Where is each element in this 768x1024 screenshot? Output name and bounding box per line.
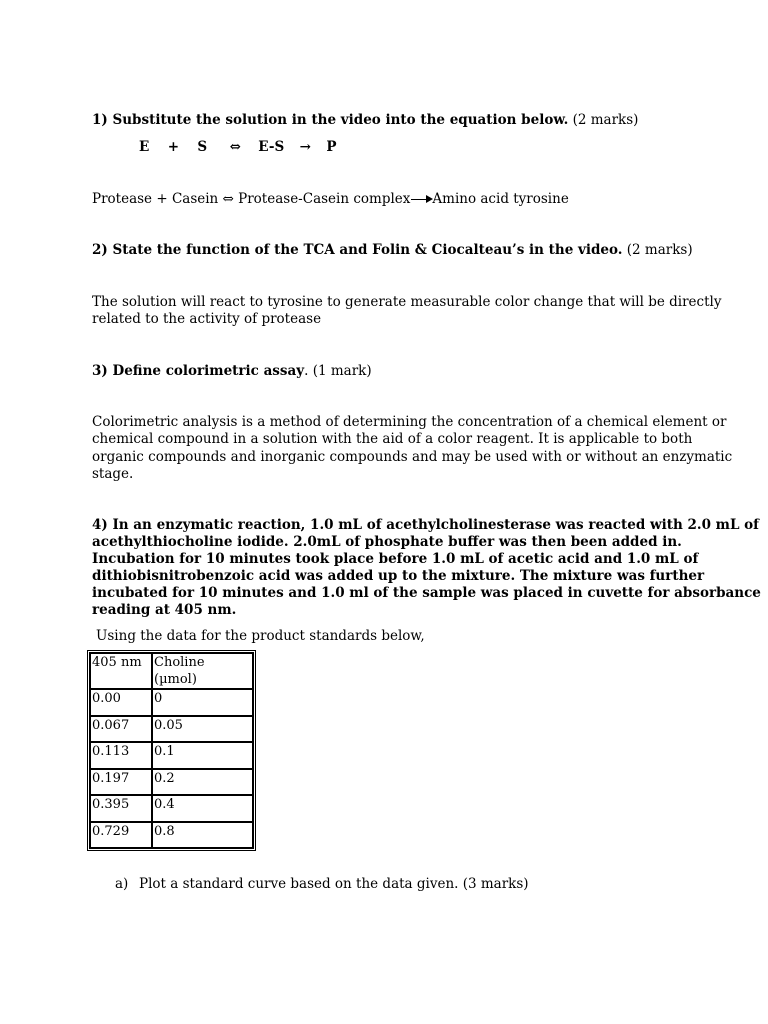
answer-2-line-2: related to the activity of protease xyxy=(92,311,322,327)
answer-2-line-1: The solution will react to tyrosine to generate measurable color change that will be directly xyxy=(92,294,722,310)
table-intro: Using the data for the product standards below, xyxy=(96,628,425,644)
table-cell-absorbance: 0.067 xyxy=(90,716,152,743)
table-row xyxy=(90,769,253,796)
equation-reversible-arrow: ⇔ xyxy=(229,139,241,155)
question-4-line-6: reading at 405 nm. xyxy=(92,602,237,618)
table-row xyxy=(90,689,253,716)
question-2-prompt: 2) State the function of the TCA and Folin & Ciocalteau’s in the video. xyxy=(92,242,623,258)
question-4-line-4: dithiobisnitrobenzoic acid was added up to the mixture. The mixture was further xyxy=(92,568,705,584)
question-4-line-5: incubated for 10 minutes and 1.0 ml of the sample was placed in cuvette for absorbance xyxy=(92,585,761,601)
question-1 xyxy=(92,112,638,130)
table-header-absorbance: 405 nm xyxy=(90,653,152,689)
table-cell-absorbance: 0.113 xyxy=(90,742,152,769)
table-cell-choline: 0 xyxy=(152,689,253,716)
table-cell-choline: 0.1 xyxy=(152,742,253,769)
table-cell-absorbance: 0.00 xyxy=(90,689,152,716)
equation-complex: E-S xyxy=(258,139,285,155)
answer-3-line-4: stage. xyxy=(92,466,134,482)
question-3 xyxy=(92,363,372,381)
answer-3-line-2: chemical compound in a solution with the aid of a color reagent. It is applicable to both xyxy=(92,431,693,447)
equation-enzyme: E xyxy=(139,139,150,155)
question-2-marks: (2 marks) xyxy=(626,242,693,258)
general-equation xyxy=(139,139,336,155)
answer-1-product: Amino acid tyrosine xyxy=(432,191,569,207)
table-row xyxy=(90,795,253,822)
equation-substrate: S xyxy=(197,139,208,155)
answer-3-line-3: organic compounds and inorganic compounds and may be used with or without an enzymatic xyxy=(92,449,733,465)
answer-3-line-1: Colorimetric analysis is a method of determining the concentration of a chemical element or xyxy=(92,414,727,430)
part-a-label: a) xyxy=(115,876,129,892)
table-row xyxy=(90,716,253,743)
table-cell-absorbance: 0.729 xyxy=(90,822,152,849)
question-4-line-3: Incubation for 10 minutes took place before 1.0 mL of acetic acid and 1.0 mL of xyxy=(92,551,699,567)
table-cell-absorbance: 0.197 xyxy=(90,769,152,796)
question-3-marks: . (1 mark) xyxy=(304,363,372,379)
table-header-row xyxy=(90,653,253,689)
table-cell-choline: 0.4 xyxy=(152,795,253,822)
table-cell-choline: 0.8 xyxy=(152,822,253,849)
table-row xyxy=(90,822,253,849)
equation-plus: + xyxy=(167,139,180,155)
table-cell-absorbance: 0.395 xyxy=(90,795,152,822)
table-cell-choline: 0.05 xyxy=(152,716,253,743)
question-1-prompt: 1) Substitute the solution in the video into the equation below. xyxy=(92,112,569,128)
part-a-text: Plot a standard curve based on the data given. (3 marks) xyxy=(139,876,529,892)
question-1-answer xyxy=(92,191,569,209)
right-arrow-icon xyxy=(411,199,431,200)
question-4-line-2: acethylthiocholine iodide. 2.0mL of phosphate buffer was then been added in. xyxy=(92,534,682,550)
equation-forward-arrow: → xyxy=(299,139,311,155)
question-1-marks: (2 marks) xyxy=(572,112,639,128)
question-3-prompt: 3) Define colorimetric assay xyxy=(92,363,305,379)
table-cell-choline: 0.2 xyxy=(152,769,253,796)
question-2 xyxy=(92,242,693,260)
standards-table xyxy=(89,652,254,849)
equation-product: P xyxy=(326,139,337,155)
question-4-line-1: 4) In an enzymatic reaction, 1.0 mL of acethylcholinesterase was reacted with 2.0 mL of xyxy=(92,517,759,533)
table-header-choline: Choline (µmol) xyxy=(152,653,253,689)
table-row xyxy=(90,742,253,769)
answer-1-reactants: Protease + Casein ⇔ Protease-Casein complex xyxy=(92,191,411,207)
